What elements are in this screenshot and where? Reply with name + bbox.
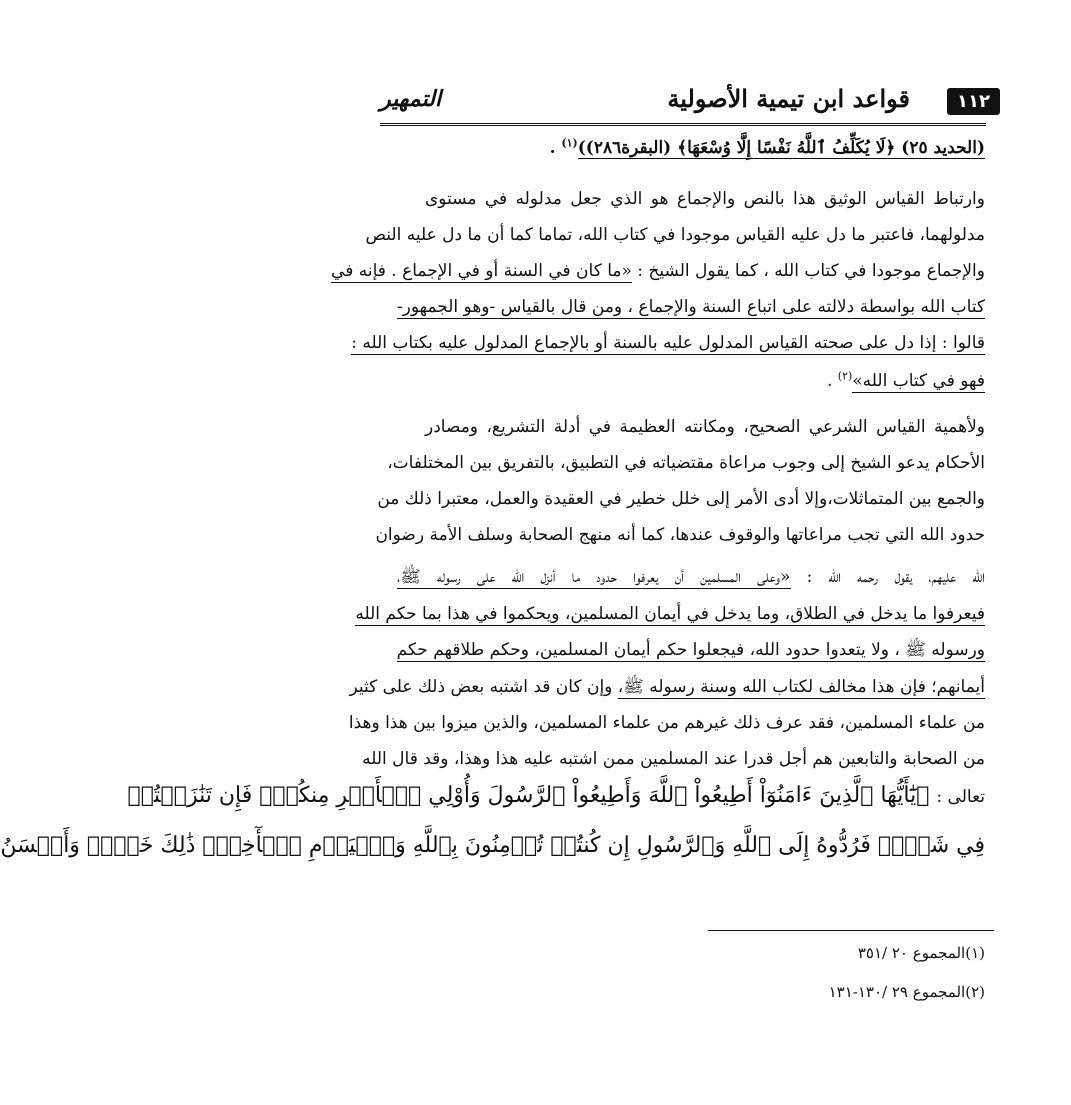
- quote-underlined: «وعلى المسلمين أن يعرفوا حدود ما أنزل الله على رسوله ﷺ،: [397, 567, 791, 587]
- book-title: قواعد ابن تيمية الأصولية: [667, 84, 910, 113]
- series-logo: التمهير: [380, 86, 442, 112]
- quote-underlined: «ما كان في السنة أو في الإجماع . فإنه في: [331, 261, 632, 281]
- footnote: (٢)المجموع ٢٩ /١٣٠-١٣١: [828, 983, 985, 1001]
- quran-verse-line: [127, 774, 985, 818]
- page-number: ١١٢: [947, 88, 1000, 115]
- text-line: [349, 670, 985, 704]
- quote-underlined: أيمانهم؛ فإن هذا مخالف لكتاب الله وسنة رسوله ﷺ،: [617, 677, 985, 697]
- text-span: والإجماع موجودا في كتاب الله ، كما يقول الشيخ :: [637, 261, 985, 281]
- quote-underlined: فيعرفوا ما يدخل في الطلاق، وما يدخل في أيمان المسلمين، ويحكموا في هذا بما حكم الله: [355, 604, 985, 624]
- quran-text: ﴿يَٰٓأَيُّهَا ٱلَّذِينَ ءَامَنُوٓاْ أَطِيعُواْ ٱللَّهَ وَأَطِيعُواْ ٱلرَّسُولَ وَأُوْلِي ٱلۡأَمۡرِ مِنكُمۡۖ فَإِن تَنَٰزَعۡتُمۡ: [127, 783, 930, 808]
- verse-citation-line: (الحديد ٢٥) ﴿لَا يُكَلِّفُ ٱللَّهُ نَفْسًا إِلَّا وُسْعَهَا﴾ (البقرة٢٨٦))$^{(١)}$ .: [549, 136, 985, 158]
- text-line: وارتباط القياس الوثيق هذا بالنص والإجماع هو الذي جعل مدلوله في مستوى: [425, 189, 985, 209]
- text-line: ولأهمية القياس الشرعي الصحيح، ومكانته العظيمة في أدلة التشريع، ومصادر: [425, 417, 985, 437]
- text-line: [397, 560, 985, 594]
- text-line: والجمع بين المتماثلات،وإلا أدى الأمر إلى خلل خطير في العقيدة والعمل، معتبرا ذلك من: [377, 489, 985, 509]
- quran-verse-line: فِي شَيۡءٖ فَرُدُّوهُ إِلَى ٱللَّهِ وَٱلرَّسُولِ إِن كُنتُمۡ تُؤۡمِنُونَ بِٱللَّهِ وَٱلۡيَوۡمِ ٱلۡأٓخِرِۚ ذَٰلِكَ خَيۡرٞ وَأَحۡسَنُ: [0, 833, 985, 858]
- quote-underlined: كتاب الله بواسطة دلالته على اتباع السنة والإجماع ، ومن قال بالقياس -وهو الجمهور-: [396, 297, 985, 317]
- quote-underlined: قالوا : إذا دل على صحته القياس المدلول عليه بالسنة أو بالإجماع المدلول عليه بكتاب الله :: [351, 333, 985, 353]
- text-line: [397, 633, 985, 667]
- running-header: [380, 84, 1000, 118]
- text-line: فهو في كتاب الله»$^{(٢)}$ .: [826, 369, 985, 391]
- text-line: [397, 290, 985, 324]
- footnote: (١)المجموع ٢٠ /٣٥١: [857, 944, 985, 962]
- quote-underlined: ورسوله ﷺ ، ولا يتعدوا حدود الله، فيجعلوا حكم أيمان المسلمين، وحكم طلاقهم حكم: [396, 640, 985, 660]
- text-span: الله عليهم، يقول رحمه الله :: [806, 567, 986, 587]
- text-line: مدلولهما، فاعتبر ما دل عليه القياس موجودا في كتاب الله، تماما كما أن ما دل عليه النص: [365, 225, 985, 245]
- footnote-ref-2: (٢): [837, 369, 853, 383]
- verse-citation: (الحديد ٢٥) ﴿لَا يُكَلِّفُ ٱللَّهُ نَفْسًا إِلَّا وُسْعَهَا﴾ (البقرة٢٨٦)): [577, 138, 985, 158]
- text-span: تعالى :: [936, 787, 985, 807]
- quote-underlined: فهو في كتاب الله»: [852, 371, 985, 391]
- text-line: من علماء المسلمين، فقد عرف ذلك غيرهم من علماء المسلمين، والذين ميزوا بين هذا وهذا: [348, 713, 985, 733]
- header-rule: [380, 123, 986, 126]
- text-line: حدود الله التي تجب مراعاتها والوقوف عندها، كما أنه منهج الصحابة وسلف الأمة رضوان: [375, 525, 985, 545]
- text-line: [355, 597, 985, 631]
- text-line: من الصحابة والتابعين هم أجل قدرا عند المسلمين ممن اشتبه عليه هذا وهذا، وقد قال الله: [362, 749, 985, 769]
- text-line: [351, 326, 985, 360]
- footnote-ref-1: (١): [561, 136, 578, 150]
- text-span: وإن كان قد اشتبه بعض ذلك على كثير: [349, 677, 613, 697]
- footnote-rule: [708, 930, 994, 931]
- text-line: الأحكام يدعو الشيخ إلى وجوب مراعاة مقتضياته في التطبيق، بالتفريق بين المختلفات،: [387, 453, 985, 473]
- text-line: [331, 254, 985, 288]
